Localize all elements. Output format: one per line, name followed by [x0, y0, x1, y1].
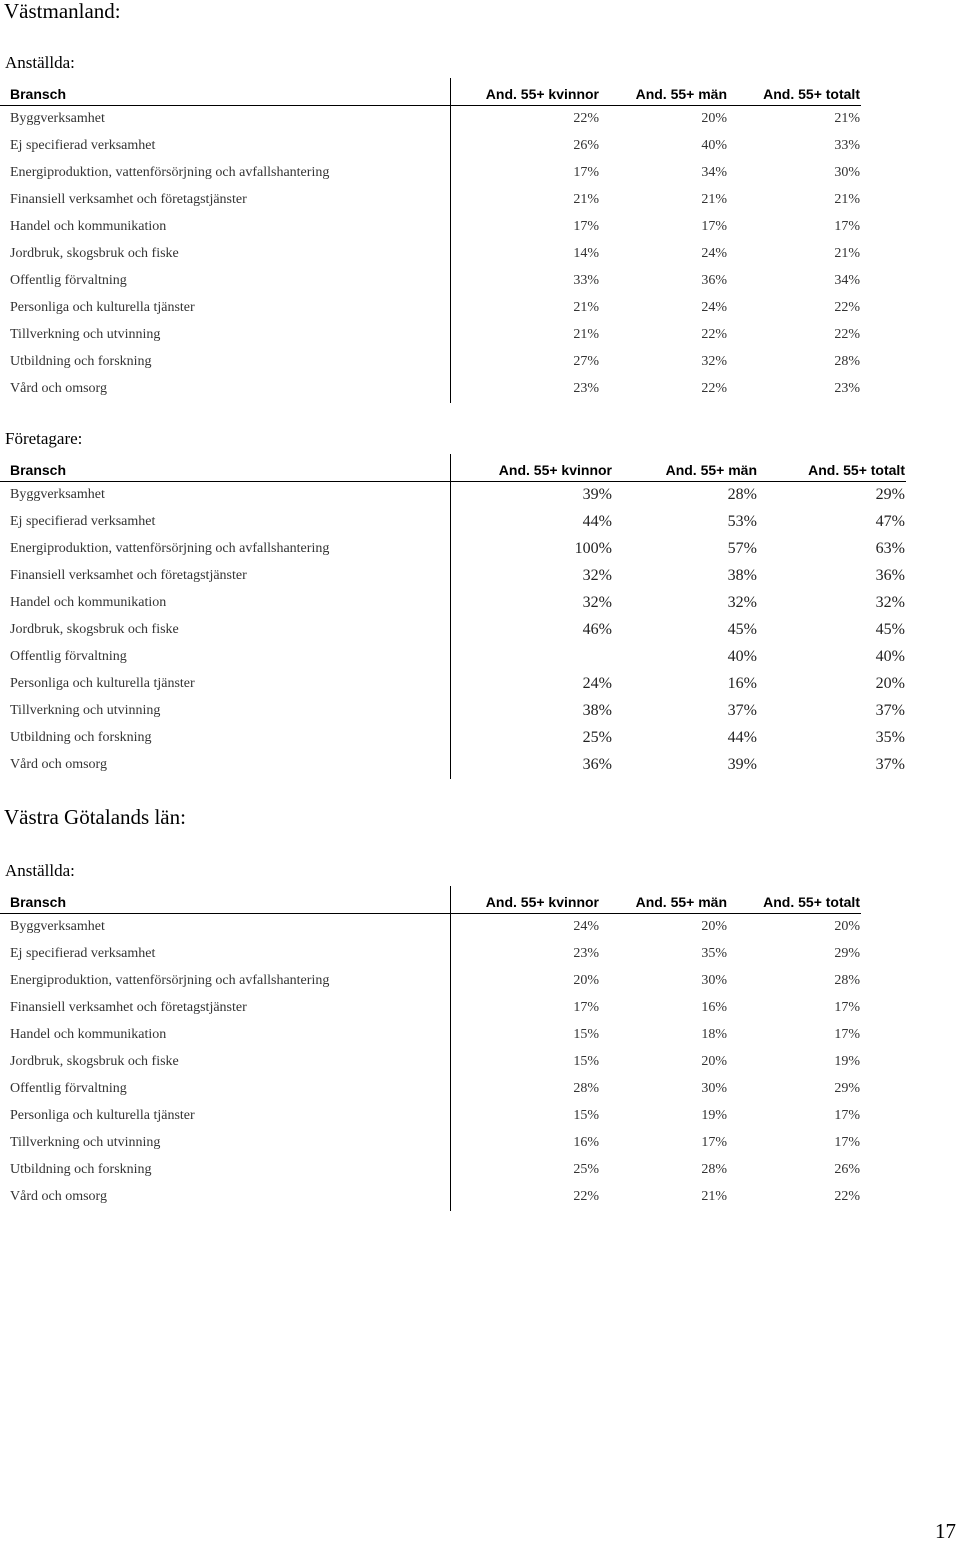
- cell-totalt: 30%: [834, 165, 860, 180]
- table-row: [0, 481, 906, 509]
- cell-totalt: 19%: [834, 1054, 860, 1069]
- table-row: [0, 214, 861, 241]
- header-man: And. 55+ män: [613, 454, 758, 481]
- cell-bransch: Byggverksamhet: [0, 481, 450, 509]
- cell-kvinnor: 20%: [573, 973, 599, 988]
- table-row: [0, 1130, 861, 1157]
- cell-kvinnor: 33%: [573, 273, 599, 288]
- cell-kvinnor: 38%: [582, 702, 612, 719]
- cell-man: 28%: [701, 1162, 727, 1177]
- table-header-row: [0, 78, 861, 105]
- cell-totalt: 37%: [875, 756, 905, 773]
- cell-man: 53%: [727, 513, 757, 530]
- cell-totalt: 28%: [834, 973, 860, 988]
- cell-man: 44%: [727, 729, 757, 746]
- cell-totalt: 29%: [875, 486, 905, 503]
- cell-kvinnor: 17%: [573, 165, 599, 180]
- cell-bransch: Offentlig förvaltning: [0, 268, 450, 295]
- table-row: [0, 160, 861, 187]
- table-row: [0, 995, 861, 1022]
- cell-man: 32%: [727, 594, 757, 611]
- header-kvinnor: And. 55+ kvinnor: [450, 886, 600, 913]
- cell-kvinnor: 21%: [573, 192, 599, 207]
- cell-kvinnor: 23%: [573, 381, 599, 396]
- cell-kvinnor: 15%: [573, 1027, 599, 1042]
- table-row: [0, 105, 861, 133]
- cell-man: 37%: [727, 702, 757, 719]
- header-totalt: And. 55+ totalt: [728, 886, 861, 913]
- header-man: And. 55+ män: [600, 78, 728, 105]
- cell-bransch: Handel och kommunikation: [0, 214, 450, 241]
- cell-bransch: Vård och omsorg: [0, 376, 450, 403]
- cell-man: 35%: [701, 946, 727, 961]
- cell-bransch: Utbildning och forskning: [0, 1157, 450, 1184]
- cell-kvinnor: 27%: [573, 354, 599, 369]
- cell-totalt: 28%: [834, 354, 860, 369]
- cell-kvinnor: 25%: [573, 1162, 599, 1177]
- cell-man: 17%: [701, 219, 727, 234]
- header-bransch: Bransch: [0, 454, 450, 481]
- cell-totalt: 29%: [834, 1081, 860, 1096]
- table-header-row: [0, 886, 861, 913]
- table-row: [0, 1157, 861, 1184]
- cell-bransch: Energiproduktion, vattenförsörjning och avfallshantering: [0, 536, 450, 563]
- group-title-foretagare: Företagare:: [5, 429, 83, 448]
- table-row: [0, 295, 861, 322]
- cell-kvinnor: 32%: [582, 567, 612, 584]
- cell-bransch: Energiproduktion, vattenförsörjning och avfallshantering: [0, 968, 450, 995]
- table-row: [0, 671, 906, 698]
- cell-totalt: 21%: [834, 246, 860, 261]
- cell-totalt: 23%: [834, 381, 860, 396]
- table-row: [0, 644, 906, 671]
- page-number: 17: [935, 1519, 956, 1543]
- cell-totalt: 40%: [875, 648, 905, 665]
- cell-kvinnor: 28%: [573, 1081, 599, 1096]
- cell-kvinnor: 46%: [582, 621, 612, 638]
- cell-bransch: Personliga och kulturella tjänster: [0, 671, 450, 698]
- table-row: [0, 349, 861, 376]
- cell-kvinnor: 24%: [582, 675, 612, 692]
- cell-bransch: Handel och kommunikation: [0, 590, 450, 617]
- cell-man: 22%: [701, 327, 727, 342]
- cell-totalt: 47%: [875, 513, 905, 530]
- cell-kvinnor: 21%: [573, 300, 599, 315]
- cell-bransch: Jordbruk, skogsbruk och fiske: [0, 1049, 450, 1076]
- cell-totalt: 20%: [875, 675, 905, 692]
- cell-kvinnor: 44%: [582, 513, 612, 530]
- cell-bransch: Personliga och kulturella tjänster: [0, 295, 450, 322]
- table-row: [0, 376, 861, 403]
- cell-man: 57%: [727, 540, 757, 557]
- cell-man: 24%: [701, 246, 727, 261]
- cell-totalt: 45%: [875, 621, 905, 638]
- cell-man: 19%: [701, 1108, 727, 1123]
- cell-totalt: 21%: [834, 192, 860, 207]
- table-row: [0, 563, 906, 590]
- cell-totalt: 33%: [834, 138, 860, 153]
- cell-man: 45%: [727, 621, 757, 638]
- cell-bransch: Finansiell verksamhet och företagstjänster: [0, 187, 450, 214]
- cell-totalt: 35%: [875, 729, 905, 746]
- cell-totalt: 17%: [834, 1135, 860, 1150]
- cell-kvinnor: 24%: [573, 919, 599, 934]
- cell-bransch: Utbildning och forskning: [0, 349, 450, 376]
- cell-kvinnor: 22%: [573, 111, 599, 126]
- cell-totalt: 26%: [834, 1162, 860, 1177]
- table-row: [0, 968, 861, 995]
- cell-man: 24%: [701, 300, 727, 315]
- table-row: [0, 941, 861, 968]
- cell-totalt: 32%: [875, 594, 905, 611]
- cell-kvinnor: 23%: [573, 946, 599, 961]
- cell-totalt: 22%: [834, 327, 860, 342]
- table-row: [0, 241, 861, 268]
- cell-bransch: Finansiell verksamhet och företagstjänster: [0, 995, 450, 1022]
- cell-totalt: 29%: [834, 946, 860, 961]
- table-row: [0, 617, 906, 644]
- table-vastra-gotaland-anstallda: [0, 886, 861, 1211]
- region-title-vastmanland: Västmanland:: [4, 0, 121, 23]
- table-row: [0, 187, 861, 214]
- cell-man: 20%: [701, 111, 727, 126]
- cell-kvinnor: 39%: [582, 486, 612, 503]
- table-row: [0, 1103, 861, 1130]
- table-header-row: [0, 454, 906, 481]
- cell-man: 40%: [727, 648, 757, 665]
- cell-bransch: Offentlig förvaltning: [0, 1076, 450, 1103]
- cell-man: 21%: [701, 1189, 727, 1204]
- cell-totalt: 21%: [834, 111, 860, 126]
- cell-bransch: Vård och omsorg: [0, 1184, 450, 1211]
- header-kvinnor: And. 55+ kvinnor: [450, 78, 600, 105]
- cell-bransch: Byggverksamhet: [0, 913, 450, 941]
- cell-bransch: Tillverkning och utvinning: [0, 698, 450, 725]
- cell-kvinnor: 16%: [573, 1135, 599, 1150]
- cell-bransch: Vård och omsorg: [0, 752, 450, 779]
- cell-bransch: Finansiell verksamhet och företagstjänster: [0, 563, 450, 590]
- table-row: [0, 1022, 861, 1049]
- header-totalt: And. 55+ totalt: [758, 454, 906, 481]
- table-row: [0, 1049, 861, 1076]
- cell-kvinnor: 21%: [573, 327, 599, 342]
- table-row: [0, 1076, 861, 1103]
- cell-kvinnor: 22%: [573, 1189, 599, 1204]
- cell-man: 21%: [701, 192, 727, 207]
- cell-man: 16%: [727, 675, 757, 692]
- cell-bransch: Tillverkning och utvinning: [0, 322, 450, 349]
- header-bransch: Bransch: [0, 886, 450, 913]
- group-title-anstallda: Anställda:: [5, 53, 75, 72]
- table-row: [0, 322, 861, 349]
- cell-man: 30%: [701, 973, 727, 988]
- cell-kvinnor: 15%: [573, 1108, 599, 1123]
- table-row: [0, 536, 906, 563]
- cell-totalt: 20%: [834, 919, 860, 934]
- header-bransch: Bransch: [0, 78, 450, 105]
- table-row: [0, 725, 906, 752]
- header-kvinnor: And. 55+ kvinnor: [450, 454, 613, 481]
- cell-totalt: 37%: [875, 702, 905, 719]
- cell-man: 30%: [701, 1081, 727, 1096]
- header-man: And. 55+ män: [600, 886, 728, 913]
- cell-bransch: Tillverkning och utvinning: [0, 1130, 450, 1157]
- table-row: [0, 133, 861, 160]
- cell-bransch: Energiproduktion, vattenförsörjning och avfallshantering: [0, 160, 450, 187]
- cell-totalt: 63%: [875, 540, 905, 557]
- table-row: [0, 913, 861, 941]
- cell-kvinnor: 14%: [573, 246, 599, 261]
- cell-bransch: Ej specifierad verksamhet: [0, 509, 450, 536]
- cell-man: 28%: [727, 486, 757, 503]
- cell-man: 20%: [701, 919, 727, 934]
- cell-bransch: Jordbruk, skogsbruk och fiske: [0, 617, 450, 644]
- cell-bransch: Personliga och kulturella tjänster: [0, 1103, 450, 1130]
- cell-kvinnor: 32%: [582, 594, 612, 611]
- cell-totalt: 17%: [834, 1027, 860, 1042]
- cell-bransch: Utbildning och forskning: [0, 725, 450, 752]
- header-totalt: And. 55+ totalt: [728, 78, 861, 105]
- cell-man: 39%: [727, 756, 757, 773]
- cell-man: 36%: [701, 273, 727, 288]
- cell-bransch: Handel och kommunikation: [0, 1022, 450, 1049]
- table-row: [0, 509, 906, 536]
- cell-kvinnor: 15%: [573, 1054, 599, 1069]
- cell-kvinnor: 36%: [582, 756, 612, 773]
- cell-kvinnor: 17%: [573, 1000, 599, 1015]
- cell-bransch: Offentlig förvaltning: [0, 644, 450, 671]
- cell-kvinnor: 100%: [574, 540, 612, 557]
- table-row: [0, 590, 906, 617]
- cell-totalt: 22%: [834, 1189, 860, 1204]
- cell-kvinnor: [450, 644, 613, 671]
- cell-man: 32%: [701, 354, 727, 369]
- table-vastmanland-foretagare: [0, 454, 906, 779]
- table-row: [0, 1184, 861, 1211]
- cell-kvinnor: 26%: [573, 138, 599, 153]
- cell-man: 16%: [701, 1000, 727, 1015]
- cell-totalt: 17%: [834, 1000, 860, 1015]
- region-title-vastra-gotaland: Västra Götalands län:: [4, 805, 186, 829]
- table-row: [0, 698, 906, 725]
- table-row: [0, 752, 906, 779]
- cell-man: 22%: [701, 381, 727, 396]
- cell-totalt: 22%: [834, 300, 860, 315]
- cell-bransch: Ej specifierad verksamhet: [0, 941, 450, 968]
- cell-kvinnor: 25%: [582, 729, 612, 746]
- cell-totalt: 17%: [834, 219, 860, 234]
- group-title-anstallda: Anställda:: [5, 861, 75, 880]
- cell-bransch: Ej specifierad verksamhet: [0, 133, 450, 160]
- cell-man: 17%: [701, 1135, 727, 1150]
- cell-bransch: Byggverksamhet: [0, 105, 450, 133]
- table-vastmanland-anstallda: [0, 78, 861, 403]
- cell-totalt: 34%: [834, 273, 860, 288]
- cell-man: 20%: [701, 1054, 727, 1069]
- cell-kvinnor: 17%: [573, 219, 599, 234]
- cell-totalt: 36%: [875, 567, 905, 584]
- cell-totalt: 17%: [834, 1108, 860, 1123]
- cell-man: 18%: [701, 1027, 727, 1042]
- cell-man: 38%: [727, 567, 757, 584]
- cell-man: 34%: [701, 165, 727, 180]
- table-row: [0, 268, 861, 295]
- cell-bransch: Jordbruk, skogsbruk och fiske: [0, 241, 450, 268]
- cell-man: 40%: [701, 138, 727, 153]
